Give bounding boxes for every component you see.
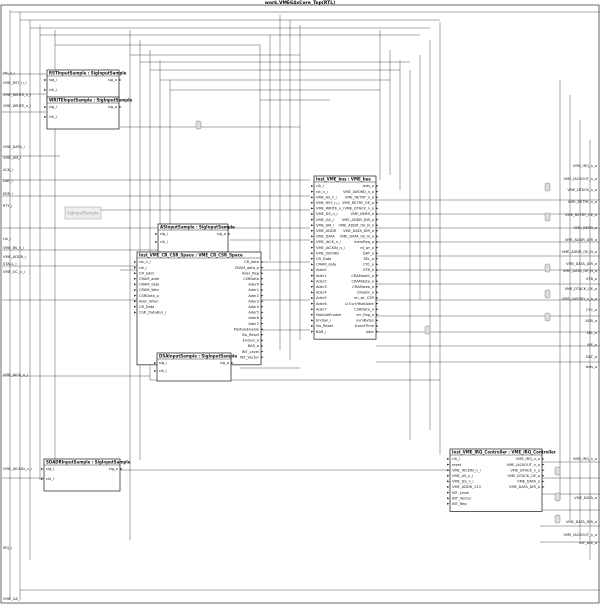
output-port-label: numBytes <box>355 318 374 323</box>
input-port-label: sig_i <box>160 232 168 237</box>
left-io-label: VME_WRITE_n_i <box>3 93 32 97</box>
output-port-label: CYC_o <box>363 262 374 267</box>
right-io-label: VME_RETRY_n_o <box>567 200 597 204</box>
output-port-label: Ader_Reg <box>242 271 259 276</box>
output-port-label: transfTime <box>354 324 374 329</box>
block-csr[interactable] <box>134 252 264 365</box>
block-title: ASInputSample : SigInputSample <box>160 224 235 230</box>
input-port-label: VME_IACK_n_i <box>316 240 341 245</box>
input-port-label: Ader7 <box>316 307 327 312</box>
left-io-label: VME_BS_n_i <box>3 246 25 250</box>
input-port-label: clk_i <box>316 184 324 189</box>
output-port-label: err_flag_o <box>356 313 374 317</box>
output-port-label: VME_ADDR_DIR_o <box>341 217 374 222</box>
block-write[interactable] <box>44 97 133 129</box>
input-port-label: CRAM_data <box>316 262 337 267</box>
wire-buffer <box>545 264 550 272</box>
wire-buffer <box>425 326 430 334</box>
left-io-label: DAT_i <box>3 179 13 183</box>
output-port-label: VME_IRQ_n_o <box>515 457 540 462</box>
output-port-label: sig_o <box>219 361 229 366</box>
output-port-label: CRaddr_o <box>356 290 374 295</box>
right-io-label: WE_o <box>587 343 597 347</box>
output-port-label: VME_DTACK_n_o <box>510 468 540 473</box>
input-port-label: VME_GA_i <box>316 217 334 222</box>
input-port-label: CRAM_addr <box>139 277 160 281</box>
wire-buffer <box>196 121 201 129</box>
input-port-label: clk_i <box>159 369 167 374</box>
output-port-label: Ader1 <box>248 288 259 293</box>
output-port-label: Ader4 <box>248 305 259 309</box>
output-port-label: sig_o <box>107 78 117 83</box>
output-port-label: VME_DATA_DIR_o <box>508 485 540 490</box>
block-title: RSTInputSample : SigInputSample <box>49 70 127 76</box>
left-io-label: ACK_i <box>3 168 14 172</box>
left-io-label: VME_DATA_i <box>3 145 25 149</box>
output-port-label: memReq_o <box>353 240 374 245</box>
left-io-label: VME_GA_i <box>3 597 21 601</box>
output-port-label: CRAMwea_o <box>352 285 374 289</box>
input-port-label: VME_AS_n_i <box>452 474 474 478</box>
right-io-label: VME_ADDR_OE_N_o <box>561 250 597 254</box>
right-io-label: VME_DTACK_n_o <box>567 188 597 192</box>
output-port-label: CSRData_o <box>354 307 374 312</box>
right-io-label: VME_IACKOUT_n_o <box>563 533 597 537</box>
input-port-label: VME_DS_n_i <box>316 212 338 217</box>
output-port-label: sig_o <box>107 105 117 110</box>
block-as[interactable] <box>155 224 235 252</box>
input-port-label: CSR_DataBus_i <box>139 310 167 315</box>
output-port-label: BAR_o <box>247 344 259 349</box>
input-port-label: Ader0 <box>316 268 327 273</box>
output-port-label: addr <box>365 329 374 334</box>
output-port-label: INT_Vector <box>239 355 259 360</box>
output-port-label: INT_Level <box>241 349 259 354</box>
output-port-label: VME_RETRY_OE_o <box>342 201 374 205</box>
left-io-label: VME_ADDR_i <box>3 255 26 259</box>
left-io-label: clk_i <box>3 237 11 241</box>
input-port-label: Sw_Reset <box>316 324 334 329</box>
input-port-label: VME_IACKIN_n_i <box>452 468 481 473</box>
right-io-label: VME_RETRY_OE_o <box>565 213 597 217</box>
output-port-label: VME_RETRY_n_o <box>344 195 374 200</box>
right-io-label: CYC_o <box>586 308 597 312</box>
output-port-label: Ader6 <box>248 316 259 321</box>
output-port-label: en_wr_CSR <box>354 296 374 301</box>
output-port-label: CRAMaddr_o <box>351 273 374 278</box>
output-port-label: Ader2 <box>248 293 259 298</box>
output-port-label: VME_LWORD_n_o <box>342 189 374 194</box>
right-io-label: INT_ack_o <box>579 541 597 545</box>
input-port-label: clk_i <box>46 477 54 482</box>
input-port-label: INT_Req <box>452 502 467 506</box>
output-port-label: ModuleEnable <box>233 327 259 332</box>
input-port-label: CSRData_o <box>139 293 159 298</box>
right-io-label: VME_DATA_o <box>574 496 597 500</box>
input-port-label: VME_IACKIN_n_i <box>316 245 345 250</box>
output-port-label: CR_data <box>244 260 259 265</box>
output-port-label: STB_o <box>363 268 374 273</box>
input-port-label: CR_Data <box>139 305 155 309</box>
input-port-label: rst_n_i <box>316 189 328 194</box>
input-port-label: clk_i <box>452 457 460 462</box>
output-port-label: VME_DTACK_OE_o <box>507 474 540 478</box>
right-io-label: DAT_o <box>585 355 597 359</box>
block-sdadr[interactable] <box>41 459 131 491</box>
input-port-label: sig_i <box>159 361 167 366</box>
input-port-label: Ader1 <box>316 273 327 278</box>
output-port-label: DAT_o <box>362 251 374 256</box>
input-port-label: VME_LWORD <box>316 251 339 256</box>
output-port-label: CSRData <box>243 277 259 281</box>
output-port-label: VME_DATA_o <box>517 479 540 484</box>
input-port-label: Ader_Wren <box>139 299 159 304</box>
left-io-label: rst_n_i <box>3 71 15 75</box>
output-port-label: VME_IACKOUT_n_o <box>506 462 540 467</box>
block-title: WRITEInputSample : SigInputSample <box>49 97 133 103</box>
input-port-label: CR_addr <box>139 271 155 276</box>
input-port-label: sig_i <box>49 78 57 83</box>
input-port-label: sig_i <box>49 105 57 110</box>
output-port-label: sig_o <box>216 232 226 237</box>
right-io-label: VME_DATA_DIR_o <box>565 262 597 266</box>
input-port-label: CRAM_data <box>139 282 160 287</box>
ghost-sig-input-sample[interactable] <box>65 207 101 219</box>
input-port-label: INT_Level <box>452 490 470 495</box>
wire-buffer <box>545 313 550 321</box>
right-io-label: VME_IRQ_n_o <box>572 164 597 168</box>
left-io-label: RTY_i <box>3 204 13 208</box>
block-bus[interactable] <box>311 176 379 339</box>
output-port-label: leds_o <box>362 184 374 189</box>
left-io-label: ERR_i <box>3 192 14 196</box>
wire-buffer <box>545 213 550 221</box>
input-port-label: VME_ADDR_123 <box>452 485 481 490</box>
input-port-label: sig_i <box>46 467 54 472</box>
block-title: SDADRInputSample : SigInputSample <box>46 459 131 465</box>
input-port-label: clk_i <box>49 115 57 120</box>
output-port-label: CRAM_data_o <box>234 265 259 270</box>
right-io-label: ADR_o <box>585 319 597 323</box>
input-port-label: clk_i <box>139 265 147 270</box>
block-title: DSAInputSample : SigInputSample <box>159 353 238 359</box>
block-irq[interactable] <box>447 449 556 511</box>
wire-buffer <box>555 493 560 501</box>
right-io-label: VME_DATA_DIR_o <box>565 520 597 524</box>
output-port-label: VME_ADDR_OE_N_o <box>338 223 374 228</box>
right-io-label: VME_ADDR_DIR_o <box>564 238 597 242</box>
block-title: Inst_VME_CR_CSR_Space : VME_CR_CSR_Space <box>139 252 243 258</box>
input-port-label: BAR_i <box>316 329 327 334</box>
input-port-label: Endian_i <box>316 318 332 323</box>
wire-buffer <box>555 467 560 475</box>
input-port-label: Ader6 <box>316 301 327 306</box>
input-port-label: VME_DATA <box>316 234 335 239</box>
schematic-title: work.VME64xCore_Top(RTL) <box>264 1 336 6</box>
block-title: Inst_VME_bus : VME_bus <box>316 176 371 182</box>
input-port-label: CR_Data <box>316 257 332 261</box>
block-dsa[interactable] <box>154 353 237 381</box>
left-io-label: VME_IACK_n_i <box>3 373 28 377</box>
left-io-label: VME_GC_n_i <box>3 270 25 274</box>
output-port-label: VME_DATA_OE_N_o <box>339 234 374 239</box>
input-port-label: clk_i <box>49 88 57 93</box>
output-port-label: rd_wr_o <box>360 245 374 250</box>
output-port-label: VME_DATA_DIR_o <box>342 229 374 233</box>
input-port-label: VME_ADDR <box>316 229 337 233</box>
wire-buffer <box>545 290 550 298</box>
input-port-label: CRAM_Wen <box>139 288 160 293</box>
input-port-label: clk_i <box>160 240 168 245</box>
output-port-label: Ader5 <box>248 310 259 315</box>
output-port-label: Endian_o <box>242 338 259 343</box>
right-io-label: STB_o <box>586 277 597 281</box>
input-port-label: Ader2 <box>316 279 327 284</box>
input-port-label: INT_Vector <box>452 496 472 501</box>
left-io-label: VME_IACKIN_n_i <box>3 467 32 471</box>
output-port-label: Ader3 <box>248 299 259 304</box>
right-io-label: VME_DTACK_OE_o <box>564 287 597 291</box>
input-port-label: VME_AM_i <box>316 223 334 228</box>
right-io-label: VME_IRQ_n_o <box>572 457 597 461</box>
output-port-label: sig_o <box>108 467 118 472</box>
left-io-label: VME_AM_i <box>3 156 21 160</box>
input-port-label: VME_WRITE_n_i <box>316 206 345 211</box>
output-port-label: VME_BERR_o <box>350 212 374 217</box>
output-port-label: CRAMdata_o <box>351 279 374 284</box>
input-port-label: rst_n_i <box>139 260 151 265</box>
input-port-label: ModuleEnable <box>316 313 342 317</box>
wire-buffer <box>555 515 560 523</box>
input-port-label: VME_DS_n_i <box>452 479 474 484</box>
left-io-label: VME_RST_n_i <box>3 81 27 85</box>
input-port-label: VME_AS_n_i <box>316 195 338 200</box>
right-io-label: VME_LWORD_n_b_o <box>561 297 597 301</box>
right-io-label: leds_o <box>585 365 597 369</box>
svg-text:SigInputSample: SigInputSample <box>67 210 99 216</box>
left-io-label: VME_WRITE_n_i <box>3 104 32 108</box>
right-io-label: VME_DATA_OE_N_o <box>562 269 597 273</box>
right-io-label: VME_BERR_o <box>573 226 597 230</box>
right-io-label: VME_IACKOUT_n_o <box>563 177 597 181</box>
input-port-label: Ader5 <box>316 296 327 301</box>
input-port-label: Ader3 <box>316 285 327 289</box>
output-port-label: Ader0 <box>248 282 259 287</box>
output-port-label: SEL_o <box>363 257 374 261</box>
wire-buffer <box>545 183 550 191</box>
output-port-label: CrCsrOffsetAddr <box>344 301 374 306</box>
right-io-label: SEL_o <box>586 331 597 335</box>
left-io-label: STALL_i <box>3 262 17 266</box>
input-port-label: VME_RST_n_i <box>316 201 340 205</box>
block-title: Inst_VME_IRQ_Controller : VME_IRQ_Controller <box>452 449 556 455</box>
input-port-label: reset <box>452 462 462 467</box>
output-port-label: Ader7 <box>248 321 259 326</box>
output-port-label: VME_DTACK_n_o <box>344 206 374 211</box>
output-port-label: Sw_Reset <box>241 333 259 337</box>
left-io-label: IRQ_i <box>3 546 13 550</box>
input-port-label: Ader4 <box>316 290 327 295</box>
